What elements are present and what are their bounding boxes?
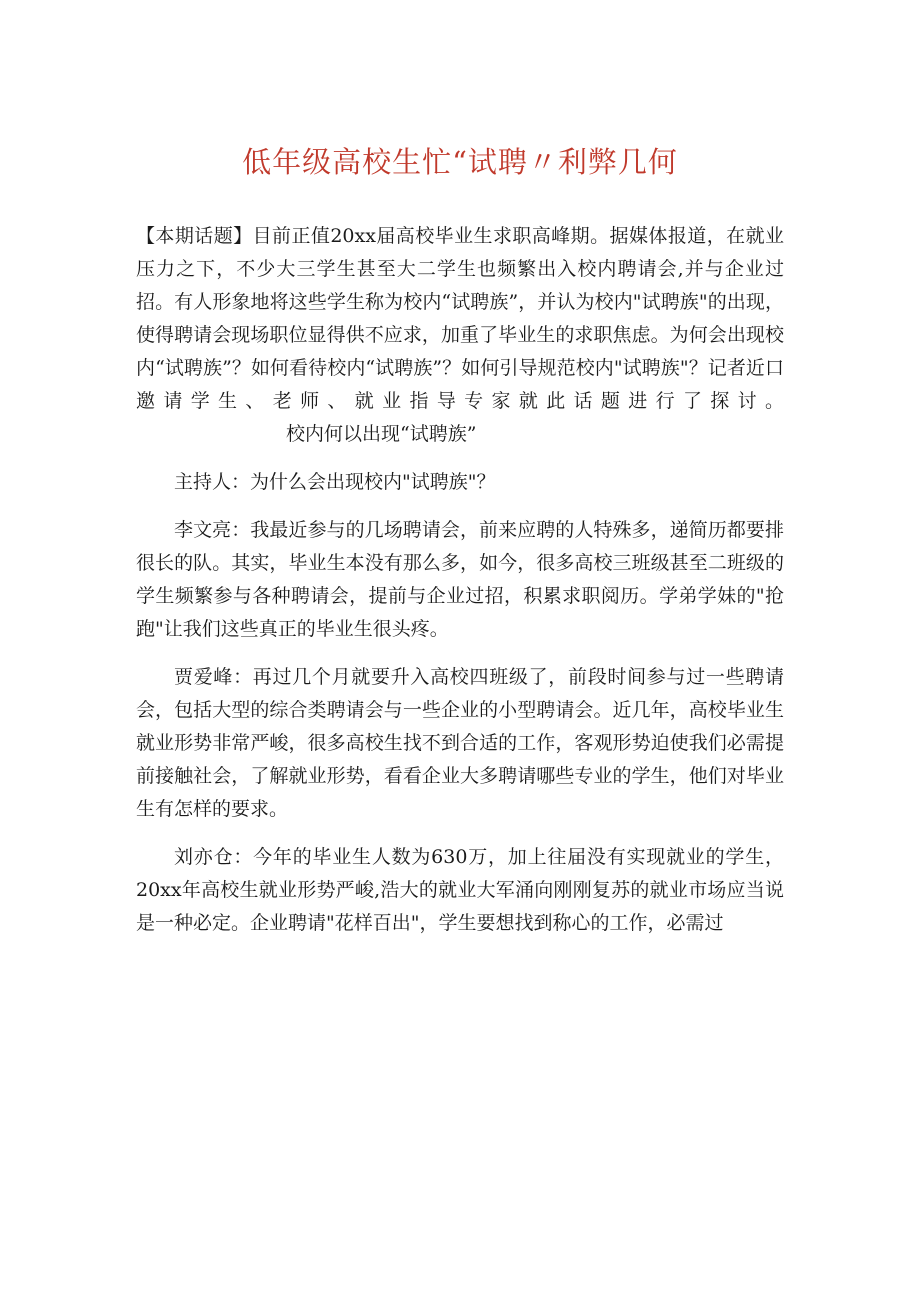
paragraph-liu-yicang: 刘亦仓：今年的毕业生人数为630万，加上往届没有实现就业的学生，20xx年高校生就业形势严峻,浩大的就业大军涌向刚刚复苏的就业市场应当说是一种必定。企业聘请"花样百出"，学生要想找到称心的工作，必需过 [136,846,784,934]
document-title: 低年级高校生忙“试聘〃利弊几何 [242,145,678,179]
paragraph-jia-aifeng: 贾爱峰：再过几个月就要升入高校四班级了，前段时间参与过一些聘请会，包括大型的综合类聘请会与一些企业的小型聘请会。近几年，高校毕业生就业形势非常严峻，很多高校生找不到合适的工作，客观形势迫使我们必需提前接触社会，了解就业形势，看看企业大多聘请哪些专业的学生，他们对毕业生有怎样的要求。 [136,666,784,820]
host-question: 主持人：为什么会出现校内"试聘族"？ [174,471,496,493]
paragraph-li-wenliang: 李文亮：我最近参与的几场聘请会，前来应聘的人特殊多，递简历都要排很长的队。其实，毕业生本没有那么多，如今，很多高校三班级甚至二班级的学生频繁参与各种聘请会，提前与企业过招，积累求职阅历。学弟学妹的"抢跑"让我们这些真正的毕业生很头疼。 [136,519,784,640]
section-heading: 校内何以出现“试聘族” [286,423,477,445]
document-body [136,220,784,955]
intro-paragraph [136,220,784,451]
intro-text: 【本期话题】目前正值20xx届高校毕业生求职高峰期。据媒体报道，在就业压力之下，不少大三学生甚至大二学生也频繁出入校内聘请会,并与企业过招。有人形象地将这些学生称为校内“试聘族”，并认为校内"试聘族"的出现，使得聘请会现场职位显得供不应求，加重了毕业生的求职焦虑。为何会出现校内“试聘族”？如何看待校内“试聘族”？如何引导规范校内"试聘族"？记者近口邀请学生、老师、就业指导专家就此话题进行了探讨。 [136,225,784,412]
